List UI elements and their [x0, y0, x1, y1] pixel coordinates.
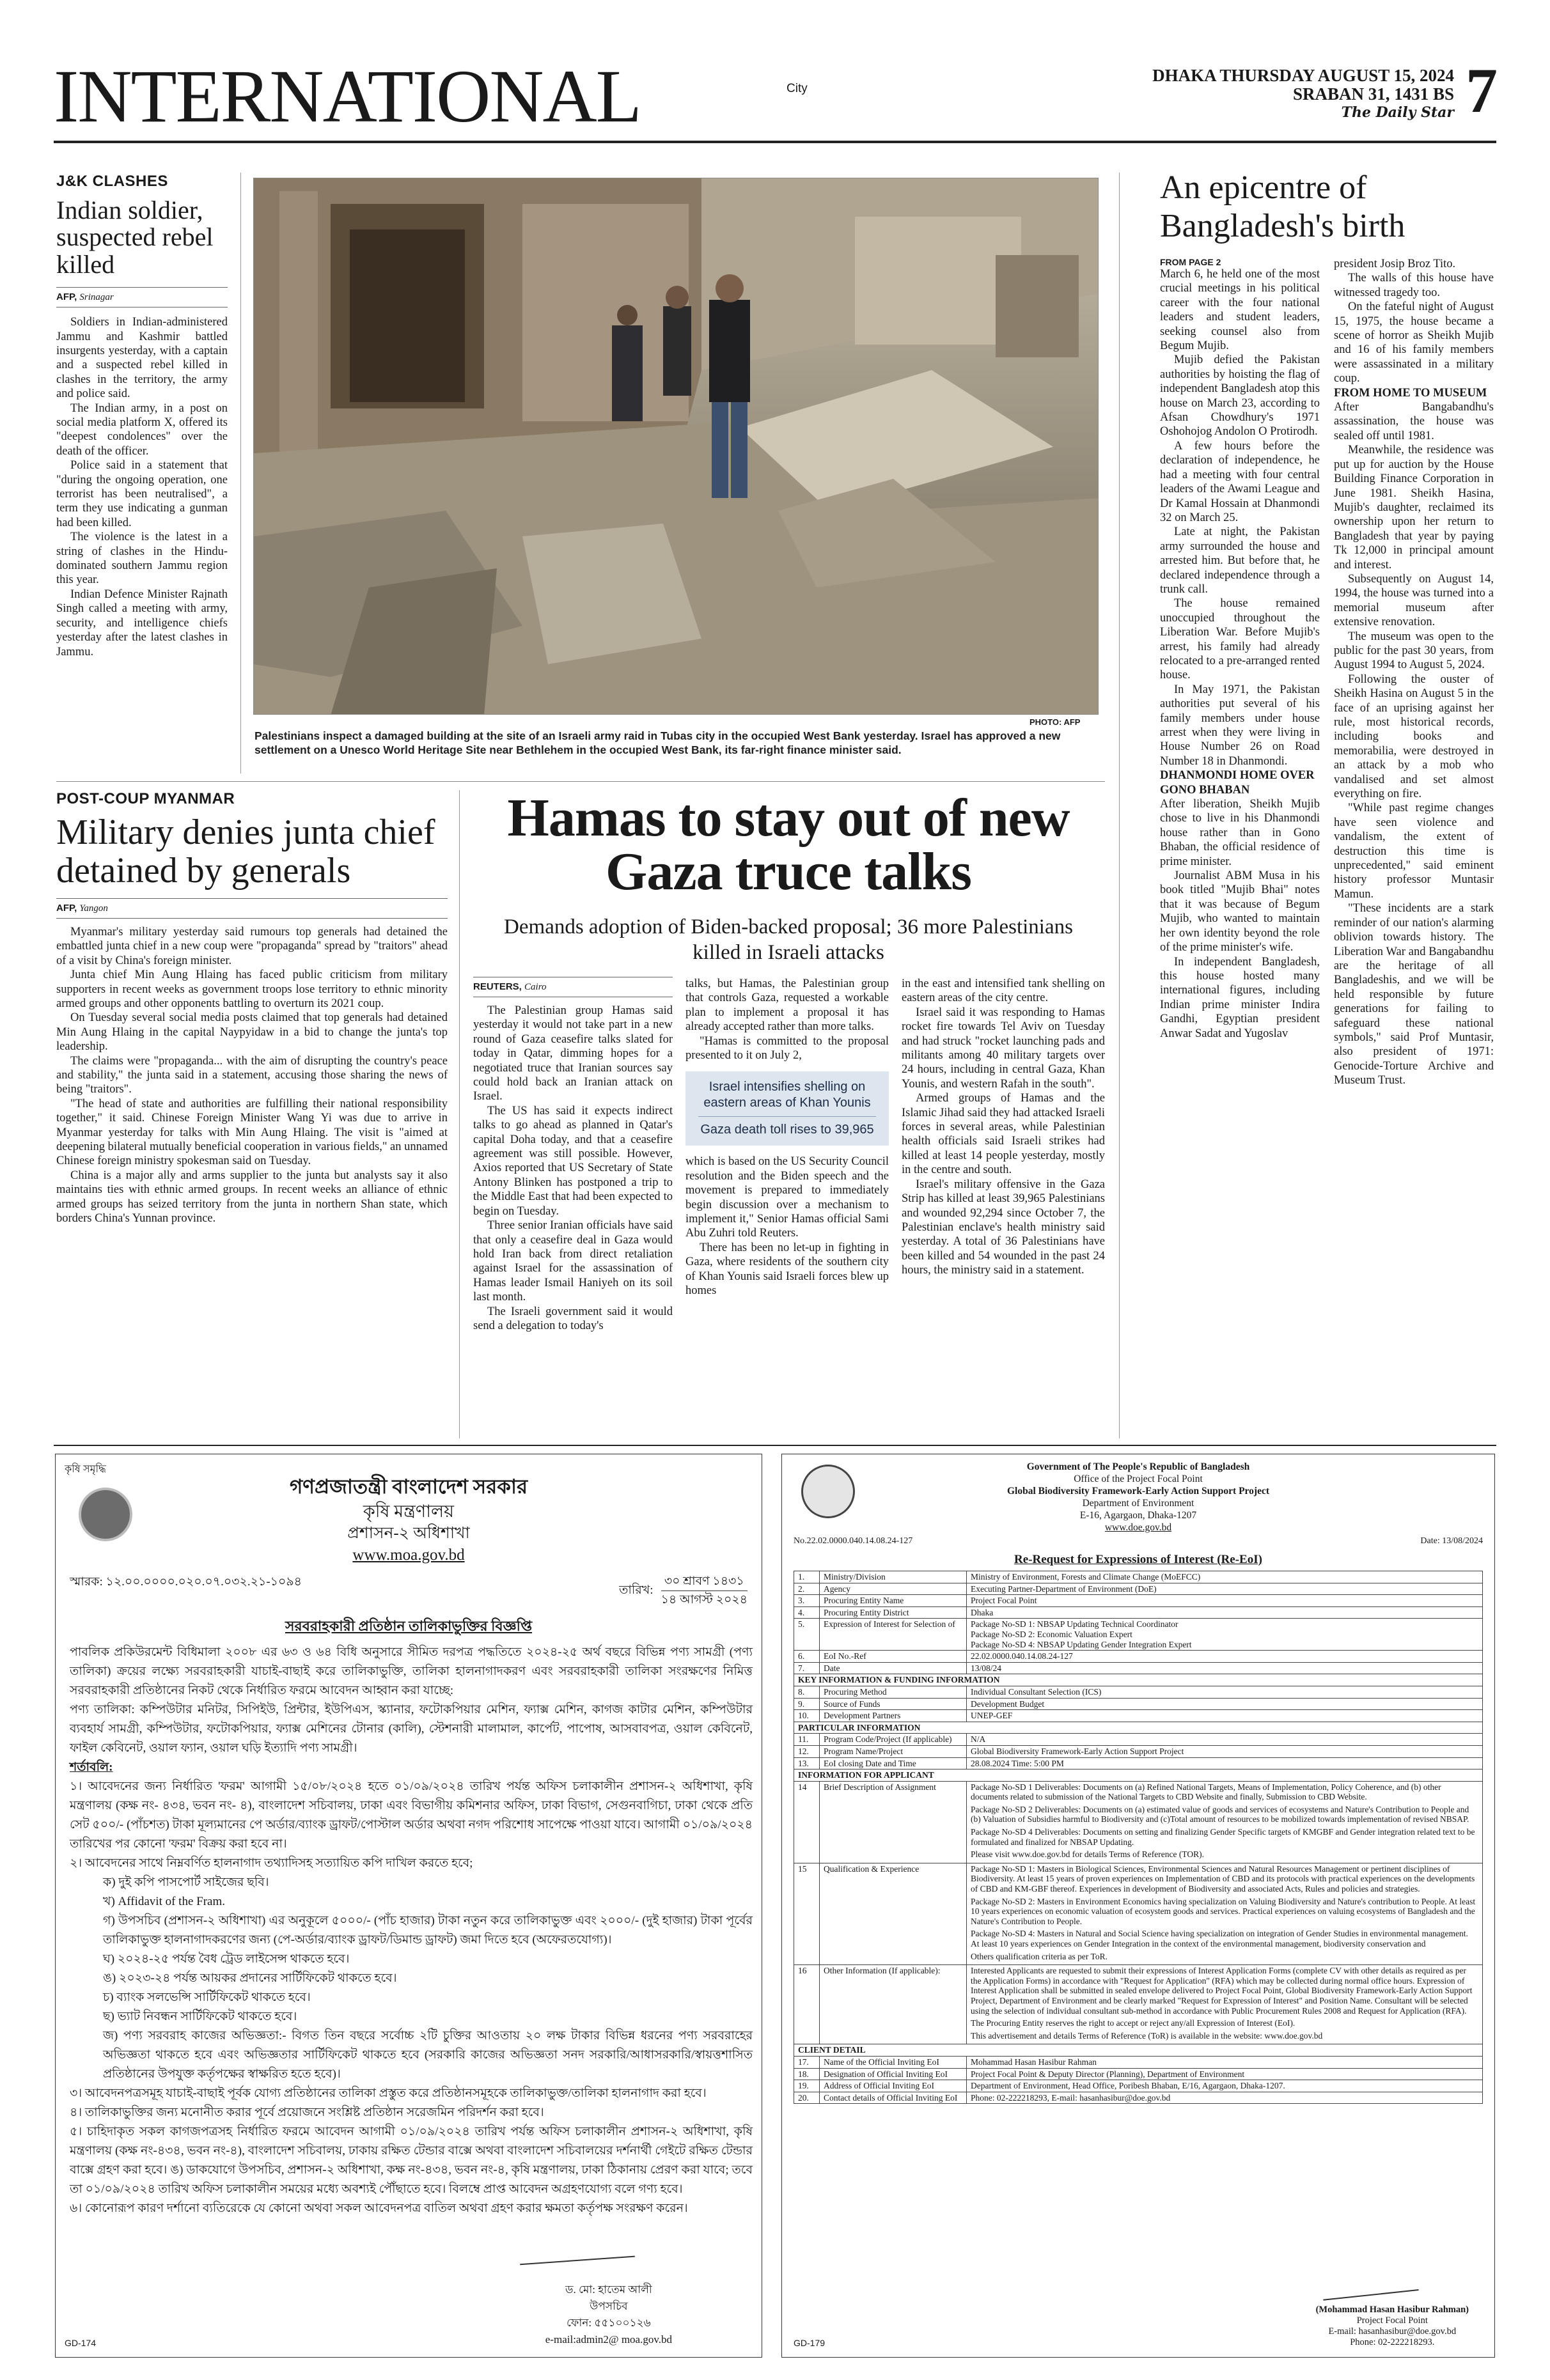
table-cell: Contact details of Official Inviting EoI	[820, 2092, 967, 2104]
signer-designation: উপসচিব	[590, 2300, 628, 2312]
table-cell: 18.	[794, 2068, 820, 2080]
hamas-para: The US has said it expects indirect talks to go ahead as planned in Qatar's capital Doha today, and that a ceasefire agreement was still possible. However, Axios reported that US Secretary of State Antony Blinken has postponed a trip to the Middle East that had been expected to begin on Tuesday.	[473, 1104, 673, 1218]
signature-mark	[517, 2219, 635, 2265]
hamas-para: There has been no let-up in fighting in Gaza, where residents of the southern city of Khan Younis said Israeli forces blew up homes	[685, 1241, 889, 1298]
jk-para: Indian Defence Minister Rajnath Singh called a meeting with army, security, and intelligence chiefs yesterday after the latest clashes in Jammu.	[56, 587, 228, 658]
cell-paragraph: Package No-SD 2 Deliverables: Documents on (a) estimated value of goods and services of ecosystems and Nature's Contribution to People and (b) Valuation of Subsidies harmful to Biodiversity and (c)Total amount of resources to be mobilized towards implementation of revised NBSAP.	[971, 1804, 1469, 1824]
table-cell: Other Information (If applicable):	[820, 1965, 967, 2044]
paper-name: The Daily Star	[1341, 104, 1454, 121]
epicentre-para: In May 1971, the Pakistan authorities put several of his family members under house arrest when they were living in House Number 26 on Road Number 18 in Dhanmondi.	[1160, 683, 1320, 768]
table-cell: 6.	[794, 1651, 820, 1663]
government-seal-icon	[79, 1488, 132, 1541]
hamas-para: The Israeli government said it would send a delegation to today's	[473, 1305, 673, 1332]
table-cell: 14	[794, 1781, 820, 1863]
myanmar-para: The claims were "propaganda... with the aim of disrupting the country's peace and stability," the junta said in a statement, accusing those sharing the news of being "traitors".	[56, 1054, 448, 1096]
table-cell: Qualification & Experience	[820, 1863, 967, 1964]
hamas-para: Three senior Iranian officials have said that only a ceasefire deal in Gaza would hold Iran back from direct retaliation against Israel for the assassination of Hamas leader Ismail Haniyeh on its soil last month.	[473, 1219, 673, 1304]
terms-label: শর্তাবলি:	[70, 1761, 113, 1774]
ad-tag: কৃষি সমৃদ্ধি	[65, 1464, 106, 1475]
epicentre-para: president Josip Broz Tito.	[1334, 258, 1456, 270]
rfp-project: Global Biodiversity Framework-Early Action Support Project	[1007, 1486, 1269, 1497]
eoi-table	[794, 1571, 1483, 2104]
table-cell: EoI No.-Ref	[820, 1651, 967, 1663]
rfp-web: www.doe.gov.bd	[1104, 1522, 1172, 1533]
table-cell: Name of the Official Inviting EoI	[820, 2056, 967, 2068]
subhead: FROM HOME TO MUSEUM	[1334, 386, 1487, 400]
hamas-para: The Palestinian group Hamas said yesterday it would not take part in a new round of Gaza ceasefire talks slated for today in Qatar, dimming hopes for a negotiated truce that Iranian sources say could hold back an Iranian attack on Israel.	[473, 1004, 673, 1103]
epicentre-para: Following the ouster of Sheikh Hasina on August 5 in the face of an uprising against her rule, most historical records, including books and memorabilia, were destroyed in an attack by a mob who vandalised and set almost everything on fire.	[1334, 673, 1494, 801]
term-item: ৩। আবেদনপত্রসমূহ যাচাই-বাছাই পূর্বক যোগ্য প্রতিষ্ঠানের তালিকা প্রস্তুত করে প্রতিষ্ঠানসমূহকে তালিকাভুক্ত/তালিকা হালনাগাদ করা হবে।	[70, 2087, 707, 2100]
ad-code: GD-174	[65, 2338, 97, 2348]
table-row	[794, 2080, 1483, 2092]
table-cell: 7.	[794, 1662, 820, 1674]
cell-paragraph: Package No-SD 2: Masters in Environment Economics having specialization on Valuing Biodiversity and Nature's contribution to People. At least 10 years experiences on economic valuation of ecosystem goods and services. Practical experiences on valuing ecosystems of Bangladesh and the Nature's Contribution to People.	[971, 1896, 1476, 1926]
myanmar-kicker: POST-COUP MYANMAR	[56, 790, 235, 807]
rfp-designation: Project Focal Point	[1356, 2315, 1428, 2326]
epicentre-para: The museum was open to the public for the past 30 years, from August 1994 to August 5, 2024.	[1334, 630, 1494, 672]
epicentre-para: "These incidents are a stark reminder of our nation's alarming oblivion towards history. The Liberation War and Bangabandhu are the heritage of all Bangladeshis, and we will be held responsible by future generations for failing to safeguard these national symbols," said Prof Muntasir, also president of 1971: Genocide-Torture Archive and Museum Trust.	[1334, 902, 1494, 1087]
table-section: KEY INFORMATION & FUNDING INFORMATION	[794, 1674, 1483, 1686]
epicentre-para: March 6, he held one of the most crucial meetings in his political career with the four national leaders and student leaders, seeking counsel also from Begum Mujib.	[1160, 268, 1320, 353]
myanmar-para: On Tuesday several social media posts claimed that top generals had detained Min Aung Hlaing in the capital Naypyidaw in a bid to change the junta's top leadership.	[56, 1011, 448, 1054]
table-cell: 16	[794, 1965, 820, 2044]
term-item: ৫। চাহিদাকৃত সকল কাগজপত্রসহ নির্ধারিত ফরমে আবেদন আগামী ০১/০৯/২০২৪ তারিখ পর্যন্ত অফিস চলাকালীন প্রশাসন-২ অধিশাখা, কৃষি মন্ত্রণালয় (কক্ষ নং-৪৩৪, ভবন নং-৪), বাংলাদেশ সচিবালয়, ঢাকায় রক্ষিত টেন্ডার বাক্সে অথবা বাংলাদেশ সচিবালয়ের দর্শনার্থী গেইটে রক্ষিত টেন্ডার বাক্সে গ্রহণ করা হবে। ঙ) ডাকযোগে উপসচিব, প্রশাসন-২ অধিশাখা, কক্ষ নং-৪৩৪, ভবন নং-৪, কৃষি মন্ত্রণালয়, ঢাকা ঠিকানায় প্রেরণ করা যাবে; তবে তা ০১/০৯/২০২৪ তারিখ অফিস চলাকালীন সময়ের মধ্যে অবশ্যই পৌঁছাতে হবে। বিলম্বে প্রাপ্ত আবেদন অগ্রহণযোগ্য বলে গণ্য হবে।	[70, 2125, 753, 2196]
table-cell: Global Biodiversity Framework-Early Action Support Project	[967, 1745, 1483, 1757]
table-cell: Phone: 02-222218293, E-mail: hasanhasibur@doe.gov.bd	[967, 2092, 1483, 2104]
table-cell: Ministry/Division	[820, 1571, 967, 1583]
bangla-date: SRABAN 31, 1431 BS	[1292, 84, 1454, 104]
rfp-gov: Government of The People's Republic of Bangladesh	[1026, 1461, 1250, 1472]
eoi-number: No.22.02.0000.040.14.08.24-127	[794, 1536, 913, 1546]
term-item: ছ) ভ্যাট নিবন্ধন সার্টিফিকেট থাকতে হবে।	[103, 2010, 297, 2023]
rfp-dept: Department of Environment	[1082, 1498, 1194, 1509]
table-cell: Agency	[820, 1583, 967, 1595]
table-row	[794, 1651, 1483, 1663]
term-item: ক) দুই কপি পাসপোর্ট সাইজের ছবি।	[103, 1876, 269, 1889]
table-cell: Procuring Entity District	[820, 1606, 967, 1619]
table-row	[794, 2068, 1483, 2080]
table-cell: 20.	[794, 2092, 820, 2104]
hamas-para: in the east and intensified tank shelling on eastern areas of the city centre.	[902, 977, 1105, 1005]
epicentre-para: A few hours before the declaration of independence, he had a meeting with four central leaders of the Awami League and Dr Kamal Hossain at Dhanmondi 32 on March 25.	[1160, 439, 1320, 524]
notice-title: সরবরাহকারী প্রতিষ্ঠান তালিকাভুক্তির বিজ্ঞপ্তি	[285, 1618, 533, 1634]
signature-mark	[1320, 2265, 1418, 2300]
rfp-email: E-mail: hasanhasibur@doe.gov.bd	[1328, 2326, 1457, 2337]
goods-list: পণ্য তালিকা: কম্পিউটার মনিটর, সিপিইউ, প্রিন্টার, ইউপিএস, স্ক্যানার, ফটোকপিয়ার মেশিন, ফ্যাক্স মেশিন, কাগজ কাটার মেশিন, কম্পিউটার ব্যবহার্য সামগ্রী, কম্পিউটার, ফটোকপিয়ার, ফ্যাক্স মেশিনের টোনার (কালি), স্টেশনারী মালামাল, কার্পেট, পাপোষ, আসবাবপত্র, ওয়াল কেবিনেট, ফাইল কেবিনেট, ওয়াল ফ্যান, ওয়াল ঘড়ি ইত্যাদি পণ্য সামগ্রী।	[70, 1703, 753, 1755]
table-cell: 11.	[794, 1734, 820, 1746]
table-cell: 5.	[794, 1619, 820, 1651]
myanmar-headline: Military denies junta chief detained by generals	[56, 813, 435, 891]
hamas-para: "Hamas is committed to the proposal presented to it on July 2,	[685, 1034, 889, 1062]
table-cell: Source of Funds	[820, 1698, 967, 1710]
signer-name: ড. মো: হাতেম আলী	[565, 2283, 652, 2296]
doe-logo-icon	[801, 1465, 855, 1518]
doe-advertisement	[781, 1454, 1495, 2358]
epicentre-para: After liberation, Sheikh Mujib chose to live in his Dhanmondi house rather than in Gono Bhaban, the official residence of prime minister.	[1160, 798, 1320, 868]
epicentre-para: Meanwhile, the residence was put up for auction by the House Building Finance Corporation in June 1981. Sheikh Hasina, Mujib's daughter, reclaimed its ownership upon her return to Bangladesh that year by paying Tk 12,000 in principal amount and interest.	[1334, 444, 1494, 572]
jk-para: Police said in a statement that "during the ongoing operation, one terrorist has been neutralised", a term they use indicating a gunman had been killed.	[56, 459, 228, 529]
edition-label: City	[787, 82, 808, 95]
table-cell: 19.	[794, 2080, 820, 2092]
term-item: চ) ব্যাংক সলভেন্সি সার্টিফিকেট থাকতে হবে।	[103, 1991, 311, 2004]
term-item: ৪। তালিকাভুক্তির জন্য মনোনীত করার পূর্বে প্রয়োজনে সংশ্লিষ্ট প্রতিষ্ঠান সরেজমিন পরিদর্শন করা হবে।	[70, 2106, 544, 2119]
myanmar-para: Junta chief Min Aung Hlaing has faced public criticism from military supporters in recent weeks as government troops lose territory to ethnic minority armed groups and other opponents battling to overturn its 2021 coup.	[56, 968, 448, 1010]
jk-headline: Indian soldier, suspected rebel killed	[56, 196, 214, 279]
table-cell: 15	[794, 1863, 820, 1964]
epicentre-para: In independent Bangladesh, this house hosted many international figures, including Indian prime minister Indira Gandhi, Egyptian president Anwar Sadat and Yugoslav	[1160, 955, 1320, 1040]
table-row	[794, 1698, 1483, 1710]
epicentre-para: Journalist ABM Musa in his book titled "Mujib Bhai" notes that it was because of Begum Mujib, who wanted to maintain her own identity beyond the role of the prime minister's wife.	[1160, 869, 1320, 954]
table-cell	[967, 1965, 1483, 2044]
table-cell: Designation of Official Inviting EoI	[820, 2068, 967, 2080]
highlight-2: Gaza death toll rises to 39,965	[700, 1123, 874, 1137]
hamas-para: Israel said it was responding to Hamas rocket fire towards Tel Aviv on Tuesday and had struck "rocket launching pads and militants among 40 military targets over 24 hours, including in central Gaza, Khan Younis, and western Rafah in the south".	[902, 1006, 1105, 1091]
from-page: FROM PAGE 2	[1160, 257, 1221, 267]
cell-paragraph: Please visit www.doe.gov.bd for details Terms of Reference (TOR).	[971, 1849, 1204, 1860]
signer-phone: ফোন: ৫৫১০০১২৬	[567, 2317, 651, 2329]
table-cell: UNEP-GEF	[967, 1710, 1483, 1722]
rfp-office: Office of the Project Focal Point	[1074, 1474, 1203, 1484]
hamas-byline: REUTERS, Cairo	[473, 981, 547, 992]
eoi-date: Date: 13/08/2024	[1420, 1536, 1483, 1546]
table-cell: Date	[820, 1662, 967, 1674]
hamas-para: which is based on the US Security Council resolution and the Biden speech and the movement is prepared to immediately begin discussion over a mechanism to implement it," Senior Hamas official Sami Abu Zuhri told Reuters.	[685, 1155, 889, 1240]
table-cell: Program Name/Project	[820, 1745, 967, 1757]
ad-code: GD-179	[794, 2338, 826, 2348]
table-cell: Ministry of Environment, Forests and Climate Change (MoEFCC)	[967, 1571, 1483, 1583]
term-item: খ) Affidavit of the Fram.	[103, 1895, 226, 1908]
jk-byline: AFP, Srinagar	[56, 292, 114, 303]
date-label: তারিখ:	[619, 1583, 654, 1597]
table-row	[794, 2056, 1483, 2068]
table-cell: 12.	[794, 1745, 820, 1757]
epicentre-para: On the fateful night of August 15, 1975, the house became a scene of horror as Sheikh Mujib and 16 of his family members were assassinated in a military coup.	[1334, 300, 1494, 385]
cell-paragraph: Package No-SD 4: Masters in Natural and Social Science having specialization on integration of Gender Studies in environmental management. At least 10 years experiences on Gender Integration in the context of the environmental management, biodiversity conservation and	[971, 1929, 1468, 1948]
signer-email: e-mail:admin2@ moa.gov.bd	[545, 2333, 672, 2345]
table-cell: 9.	[794, 1698, 820, 1710]
epicentre-para: "While past regime changes have seen violence and vandalism, the extent of destruction this time is unprecedented," said eminent history professor Muntasir Mamun.	[1334, 802, 1494, 901]
table-row	[794, 1583, 1483, 1595]
term-item: জ) পণ্য সরবরাহ কাজের অভিজ্ঞতা:- বিগত তিন বছরে সর্বোচ্চ ২টি চুক্তির আওতায় ২০ লক্ষ টাকার বিভিন্ন ধরনের পণ্য সরবরাহের অভিজ্ঞতা থাকতে হবে এবং অভিজ্ঞতার সার্টিফিকেট থাকতে হবে (সরকারি কাজের অভিজ্ঞতা সনদ সরকারি/আধাসরকারি/স্বায়ত্তশাসিত প্রতিষ্ঠানের উপযুক্ত কর্তৃপক্ষের স্বাক্ষরিত হতে হবে)।	[103, 2029, 753, 2081]
table-cell: Development Budget	[967, 1698, 1483, 1710]
table-row	[794, 1595, 1483, 1607]
table-row	[794, 1571, 1483, 1583]
table-row	[794, 1757, 1483, 1769]
ad-website: www.moa.gov.bd	[352, 1546, 465, 1564]
table-cell: 1.	[794, 1571, 820, 1583]
table-row	[794, 1734, 1483, 1746]
table-cell: Project Focal Point & Deputy Director (Planning), Department of Environment	[967, 2068, 1483, 2080]
myanmar-para: "The head of state and authorities are fulfilling their national responsibility together," it said. Chinese Foreign Minister Wang Yi was due to arrive in Myanmar yesterday for talks with Min Aung Hlaing. The visit is "aimed at deepening bilateral mutually beneficial cooperation in various fields," an unnamed Chinese foreign ministry spokesman said on Tuesday.	[56, 1097, 448, 1168]
jk-kicker: J&K CLASHES	[56, 173, 168, 190]
cell-paragraph: Others qualification criteria as per ToR.	[971, 1951, 1108, 1961]
jk-para: Soldiers in Indian-administered Jammu and Kashmir battled insurgents yesterday, with a captain and a suspected rebel killed in clashes in the territory, the army and police said.	[56, 316, 228, 401]
cell-paragraph: Interested Applicants are requested to submit their expressions of Interest Application Forms (complete CV with other details as required as per the Application Forms) in accordance with "Request for Application" (RFA) which may be collected during normal office hours. Expression of Interest Application shall be submitted in sealed envelope delivered to Project Focal Point, Global Biodiversity Framework-Early Action Support Project, Department of Environment and be clearly marked "Request for Expression of Interest" and Position Name. Consultant will be selected using the selection of individual consultant sub-method in accordance with Public Procurement Rules 2008 and Request for Application (RFA).	[971, 1966, 1473, 2016]
hamas-highlight-box	[685, 1071, 889, 1146]
table-cell: Brief Description of Assignment	[820, 1781, 967, 1863]
table-cell: 22.02.0000.040.14.08.24-127	[967, 1651, 1483, 1663]
hamas-para: Israel's military offensive in the Gaza Strip has killed at least 39,965 Palestinians and wounded 92,294 since October 7, the Palestinian enclave's health ministry said yesterday. A total of 36 Palestinians have been killed and 54 wounded in the past 24 hours, the ministry said in a statement.	[902, 1178, 1105, 1277]
cell-paragraph: The Procuring Entity reserves the right to accept or reject any/all Expression of Interest (EoI).	[971, 2018, 1296, 2028]
cell-paragraph: This advertisement and details Terms of Reference (ToR) is available in the website: www.doe.gov.bd	[971, 2030, 1323, 2041]
table-cell: 2.	[794, 1583, 820, 1595]
table-cell: Procuring Entity Name	[820, 1595, 967, 1607]
subhead: DHANMONDI HOME OVER GONO BHABAN	[1160, 769, 1315, 797]
section-title: INTERNATIONAL	[54, 54, 641, 138]
table-cell: 28.08.2024 Time: 5:00 PM	[967, 1757, 1483, 1769]
myanmar-byline: AFP, Yangon	[56, 902, 108, 914]
rfp-phone: Phone: 02-222218293.	[1350, 2337, 1435, 2347]
table-cell: N/A	[967, 1734, 1483, 1746]
cell-paragraph: Package No-SD 1 Deliverables: Documents on (a) Refined National Targets, Means of Implementation, Policy Coherence, and (b) other documents related to submission of the National Targets to CBD Website and finally, Submission to CBD Website.	[971, 1782, 1441, 1802]
page-number: 7	[1466, 55, 1498, 126]
table-cell: 3.	[794, 1595, 820, 1607]
term-item: গ) উপসচিব (প্রশাসন-২ অধিশাখা) এর অনুকূলে ৫০০০/- (পাঁচ হাজার) টাকা নতুন করে তালিকাভুক্ত এবং ২০০০/- (দুই হাজার) টাকা পূর্বের তালিকাভুক্ত হালনাগাদকরণের জন্য (পে-অর্ডার/ব্যাংক ড্রাফট/ডিমান্ড ড্রাফট) জমা দিতে হবে (অফেরতযোগ্য)।	[103, 1914, 753, 1947]
table-cell: Development Partners	[820, 1710, 967, 1722]
table-cell: Executing Partner-Department of Environment (DoE)	[967, 1583, 1483, 1595]
hamas-deck: Demands adoption of Biden-backed proposal; 36 more Palestinians killed in Israeli attacks	[504, 915, 1073, 964]
table-cell	[967, 1781, 1483, 1863]
jk-para: The Indian army, in a post on social media platform X, offered its "deepest condolences" over the death of the officer.	[56, 401, 228, 458]
notice-intro: পাবলিক প্রকিউরমেন্ট বিধিমালা ২০০৮ এর ৬৩ ও ৬৪ বিধি অনুসারে সীমিত দরপত্র পদ্ধতিতে ২০২৪-২৫ অর্থ বছরে বিভিন্ন পণ্য সামগ্রী (পণ্য তালিকা) ক্রয়ের লক্ষ্যে সরবরাহকারী যাচাই-বাছাই করে তালিকাভুক্তি, তালিকা হালনাগাদকরণ এবং সরবরাহকারী তালিকা সংরক্ষণের নিমিত্ত সরবরাহকারী প্রতিষ্ঠানের নিকট থেকে নির্ধারিত ফরমে আবেদন আহ্বান করা যাচ্ছে:	[70, 1645, 753, 1697]
term-item: ঘ) ২০২৪-২৫ পর্যন্ত বৈধ ট্রেড লাইসেন্স থাকতে হবে।	[103, 1952, 350, 1966]
memo-no: স্মারক: ১২.০০.০০০০.০২০.০৭.০৩২.২১-১০৯৪	[70, 1575, 302, 1589]
table-section: PARTICULAR INFORMATION	[794, 1722, 1483, 1734]
table-row	[794, 1662, 1483, 1674]
bangla-date: ৩০ শ্রাবণ ১৪৩১	[661, 1573, 748, 1591]
ad-branch: প্রশাসন-২ অধিশাখা	[347, 1525, 470, 1542]
table-row	[794, 1745, 1483, 1757]
table-cell: Project Focal Point	[967, 1595, 1483, 1607]
table-cell: 13/08/24	[967, 1662, 1483, 1674]
term-item: ঙ) ২০২৩-২৪ পর্যন্ত আয়কর প্রদানের সার্টিফিকেট থাকতে হবে।	[103, 1972, 397, 1985]
table-cell: 17.	[794, 2056, 820, 2068]
table-cell: Expression of Interest for Selection of	[820, 1619, 967, 1651]
cell-paragraph: Package No-SD 1: Masters in Biological Sciences, Environmental Sciences and Natural Resources Management or pertinent disciplines of Biodiversity. At least 15 years of proven experiences on Implementation of CBD and its protocols with practical experiences on the developments of CBD and KM-GBF thereof. Experiences in development of Biodiversity and associated Acts, Rules and policies and strategies.	[971, 1863, 1475, 1894]
english-date: ১৪ আগস্ট ২০২৪	[661, 1593, 748, 1606]
table-cell: 8.	[794, 1686, 820, 1698]
table-cell: Department of Environment, Head Office, Poribesh Bhaban, E/16, Agargaon, Dhaka-1207.	[967, 2080, 1483, 2092]
table-cell: Individual Consultant Selection (ICS)	[967, 1686, 1483, 1698]
hamas-para: talks, but Hamas, the Palestinian group that controls Gaza, requested a workable plan to implement a proposal it has already accepted rather than more talks.	[685, 977, 889, 1034]
epicentre-para: Late at night, the Pakistan army surrounded the house and arrested him. But before that, he declared independence through a trunk call.	[1160, 525, 1320, 596]
myanmar-para: China is a major ally and arms supplier to the junta but analysts say it also maintains ties with ethnic armed groups. In recent weeks an alliance of ethnic armed groups has seized territory from the junta in northern Shan state, which borders China's Yunnan province.	[56, 1169, 448, 1225]
photo-credit: PHOTO: AFP	[1029, 717, 1081, 727]
table-cell	[967, 1863, 1483, 1964]
table-row	[794, 1686, 1483, 1698]
myanmar-para: Myanmar's military yesterday said rumours top generals had detained the embattled junta chief in a new coup were "propaganda" spread by "traitors" ahead of a visit by China's foreign minister.	[56, 925, 448, 967]
epicentre-para: The house remained unoccupied throughout the Liberation War. Before Mujib's arrest, his family had already relocated to a pre-arranged rented house.	[1160, 597, 1320, 682]
table-cell: Address of Official Inviting EoI	[820, 2080, 967, 2092]
table-cell: 13.	[794, 1757, 820, 1769]
table-cell: Procuring Method	[820, 1686, 967, 1698]
table-cell: 4.	[794, 1606, 820, 1619]
news-photo	[253, 178, 1099, 715]
moa-advertisement	[55, 1454, 762, 2358]
photo-caption: Palestinians inspect a damaged building at the site of an Israeli army raid in Tubas city in the occupied West Bank yesterday. Israel has approved a new settlement on a Unesco World Heritage Site near Bethlehem in the occupied West Bank, its far-right finance minister said.	[254, 729, 1061, 756]
table-row	[794, 2092, 1483, 2104]
table-cell: EoI closing Date and Time	[820, 1757, 967, 1769]
rfp-signer: (Mohammad Hasan Hasibur Rahman)	[1315, 2305, 1469, 2315]
table-section: INFORMATION FOR APPLICANT	[794, 1769, 1483, 1782]
table-cell: Dhaka	[967, 1606, 1483, 1619]
jk-para: The violence is the latest in a string of clashes in the Hindu-dominated southern Jammu region this year.	[56, 531, 228, 587]
table-row	[794, 1606, 1483, 1619]
term-item: ১। আবেদনের জন্য নির্ধারিত 'ফরম' আগামী ১৫/০৮/২০২৪ হতে ০১/০৯/২০২৪ তারিখ পর্যন্ত অফিস চলাকালীন প্রশাসন-২ অধিশাখা, কৃষি মন্ত্রণালয় (কক্ষ নং- ৪৩৪, ভবন নং- ৪), বাংলাদেশ সচিবালয়, ঢাকা এবং বিভাগীয় কমিশনার অফিস, ঢাকা বিভাগ, সেগুনবাগিচা, ঢাকা থেকে প্রতি সেট ৫০০/- (পাঁচশত) টাকা মূল্যমানের পে অর্ডার/ব্যাংক ড্রাফট/পোস্টাল অর্ডার অথবা নগদ পরিশোধ সাপেক্ষে পাওয়া যাবে। আগামী ০১/০৯/২০২৪ তারিখের পর কোনো 'ফরম' বিক্রয় করা হবে না।	[70, 1780, 753, 1851]
cell-paragraph: Package No-SD 4 Deliverables: Documents on setting and finalizing Gender Specific targets of KMGBF and Gender integration related text to be formulated and finalized for NBSAP Updating.	[971, 1827, 1475, 1847]
rfp-addr: E-16, Agargaon, Dhaka-1207	[1079, 1510, 1197, 1521]
eoi-title: Re-Request for Expressions of Interest (Re-EoI)	[1014, 1553, 1262, 1566]
hamas-headline: Hamas to stay out of new Gaza truce talks	[507, 788, 1070, 901]
epicentre-para: Mujib defied the Pakistan authorities by hoisting the flag of independent Bangladesh atop this house on March 23, according to Afsan Chowdhury's 1971 Oshohojog Andolon O Protirodh.	[1160, 354, 1320, 439]
hamas-para: Armed groups of Hamas and the Islamic Jihad said they had attacked Israeli forces in several areas, while Palestinian health officials said Israeli strikes had killed at least 14 people yesterday, mostly in the centre and south.	[902, 1092, 1105, 1177]
table-cell: Package No-SD 1: NBSAP Updating Technical Coordinator Package No-SD 2: Economic Valuation Expert Package No-SD 4: NBSAP Updating Gender Integration Expert	[967, 1619, 1483, 1651]
table-row	[794, 1619, 1483, 1651]
issue-date: DHAKA THURSDAY AUGUST 15, 2024	[1152, 66, 1454, 85]
table-cell: Mohammad Hasan Hasibur Rahman	[967, 2056, 1483, 2068]
highlight-1: Israel intensifies shelling on eastern areas of Khan Younis	[703, 1080, 871, 1110]
term-item: ৬। কোনোরূপ কারণ দর্শানো ব্যতিরেকে যে কোনো অথবা সকল আবেদনপত্র বাতিল অথবা গ্রহণ করার ক্ষমতা কর্তৃপক্ষ সংরক্ষণ করেন।	[70, 2202, 688, 2215]
table-section: CLIENT DETAIL	[794, 2044, 1483, 2057]
table-row	[794, 1710, 1483, 1722]
term-item: ২। আবেদনের সাথে নিম্নবর্ণিত হালনাগাদ তথ্যাদিসহ সত্যায়িত কপি দাখিল করতে হবে;	[70, 1856, 473, 1870]
table-cell: 10.	[794, 1710, 820, 1722]
epicentre-para: The walls of this house have witnessed tragedy too.	[1334, 272, 1494, 299]
epicentre-headline: An epicentre of Bangladesh's birth	[1160, 169, 1405, 244]
epicentre-para: Subsequently on August 14, 1994, the house was turned into a memorial museum after extensive renovation.	[1334, 572, 1494, 629]
epicentre-para: After Bangabandhu's assassination, the house was sealed off until 1981.	[1334, 401, 1494, 442]
ad-ministry: কৃষি মন্ত্রণালয়	[363, 1502, 455, 1521]
table-cell: Program Code/Project (If applicable)	[820, 1734, 967, 1746]
ad-gov: গণপ্রজাতন্ত্রী বাংলাদেশ সরকার	[289, 1475, 528, 1498]
